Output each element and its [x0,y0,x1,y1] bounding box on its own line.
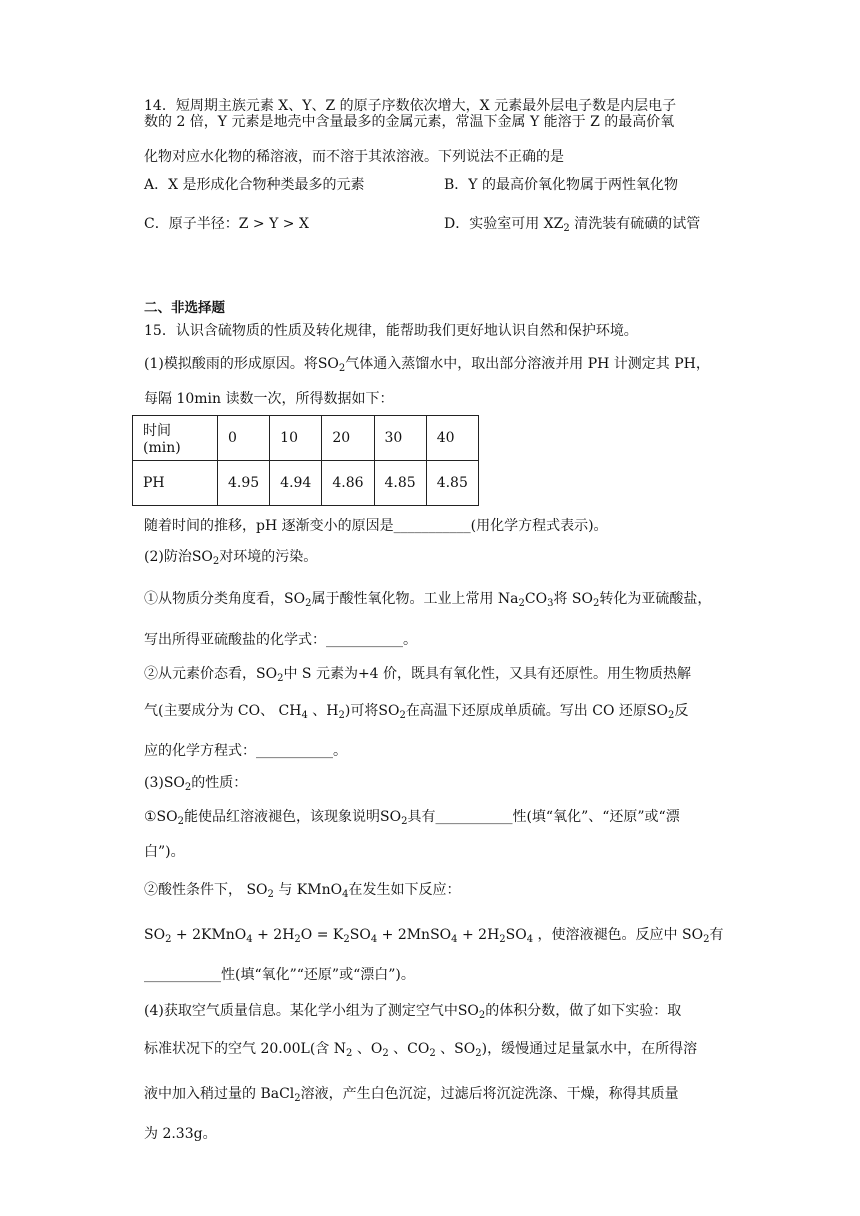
table-cell: 4.94 [270,461,322,506]
q15-part3-title: $(3)SO_2$的性质： [144,775,248,793]
table-cell: 4.95 [218,461,270,506]
table-cell: 20 [322,416,374,461]
q15-part2-1-line1: ①从物质分类角度看，$SO_2$属于酸性氧化物。工业上常用 $Na_2CO_3$将 $SO_2$转化为亚硫酸盐， [144,591,712,609]
q14-option-a[interactable]: A．X 是形成化合物种类最多的元素 [144,177,365,193]
q14-stem-line-1: 14．短周期主族元素 X、Y、Z 的原子序数依次增大，X 元素最外层电子数是内层电子 [144,98,677,114]
table-header-time: 时间(min) [133,416,218,461]
table-cell: 10 [270,416,322,461]
q15-reaction-equation: $SO_2$ + 2KMnO$_4$ + $2H_2O = K_2SO_4$ + 2MnSO$_4$ + $2H_2SO_4$ ，使溶液褪色。反应中 $SO_2$有 [144,927,724,945]
table-cell: 4.85 [426,461,478,506]
q15-part3-1-line1: $①SO_2$能使品红溶液褪色，该现象说明$SO_2$具有___________性(填“氧化”、“还原”或“漂 [144,809,680,827]
q15-part3-1-line2: 白”)。 [144,844,185,860]
q15-part2-1-line2: 写出所得亚硫酸盐的化学式：___________。 [144,632,417,648]
ph-data-table [132,415,479,506]
table-header-ph: PH [133,461,218,506]
table-row [133,461,479,506]
table-row [133,416,479,461]
q14-stem-line-3: 化物对应水化物的稀溶液，而不溶于其浓溶液。下列说法不正确的是 [144,149,564,165]
q15-intro: 15．认识含硫物质的性质及转化规律，能帮助我们更好地认识自然和保护环境。 [144,323,638,339]
q15-part2-2-line1: ②从元素价态看，$SO_2$中 S 元素为+4 价，既具有氧化性，又具有还原性。用生物质热解 [144,666,692,684]
q15-part3-2-line3: ___________性(填“氧化”“还原”或“漂白”)。 [144,967,415,983]
q15-part4-line3: 液中加入稍过量的 BaCl$_2$溶液，产生白色沉淀，过滤后将沉淀洗涤、干燥，称得其质量 [144,1086,679,1104]
table-cell: 4.85 [374,461,426,506]
table-cell: 0 [218,416,270,461]
table-cell: 4.86 [322,461,374,506]
q15-part1-line2: 每隔 10min 读数一次，所得数据如下： [144,391,394,407]
q15-part1-line1: (1)模拟酸雨的形成原因。将$SO_2$气体通入蒸馏水中，取出部分溶液并用 PH 计测定其 PH， [144,356,710,374]
q14-option-d[interactable]: D．实验室可用 $XZ_2$ 清洗装有硫磺的试管 [444,216,701,234]
table-cell: 30 [374,416,426,461]
q14-option-b[interactable]: B．Y 的最高价氧化物属于两性氧化物 [444,177,678,193]
q15-part2-2-line3: 应的化学方程式：___________。 [144,743,347,759]
section-heading: 二、非选择题 [144,300,225,316]
q15-part4-line2: 标准状况下的空气 20.00L(含 $N_2$ 、$O_2$ 、$CO_2$ 、$SO_2$)，缓慢通过足量氯水中，在所得溶 [144,1041,698,1059]
q15-part1-question: 随着时间的推移，pH 逐渐变小的原因是___________(用化学方程式表示)。 [144,518,608,534]
q15-part2-title: (2)防治$SO_2$对环境的污染。 [144,549,318,567]
q15-part2-2-line2: 气(主要成分为 CO、 $CH_4$ 、$H_2$)可将$SO_2$在高温下还原成单质硫。写出 CO 还原$SO_2$反 [144,703,689,721]
q15-part4-line4: 为 2.33g。 [144,1126,217,1142]
q15-part4-line1: (4)获取空气质量信息。某化学小组为了测定空气中$SO_2$的体积分数，做了如下实验：取 [144,1003,682,1021]
table-cell: 40 [426,416,478,461]
q15-part3-2-line1: ②酸性条件下， $SO_2$ 与 KMnO$_4$在发生如下反应： [144,882,461,900]
q14-stem-line-2b: 数的 2 倍，Y 元素是地壳中含量最多的金属元素，常温下金属 Y 能溶于 Z 的最高价氧 [144,114,675,130]
q14-option-c[interactable]: C．原子半径：Z > Y > X [144,216,309,232]
